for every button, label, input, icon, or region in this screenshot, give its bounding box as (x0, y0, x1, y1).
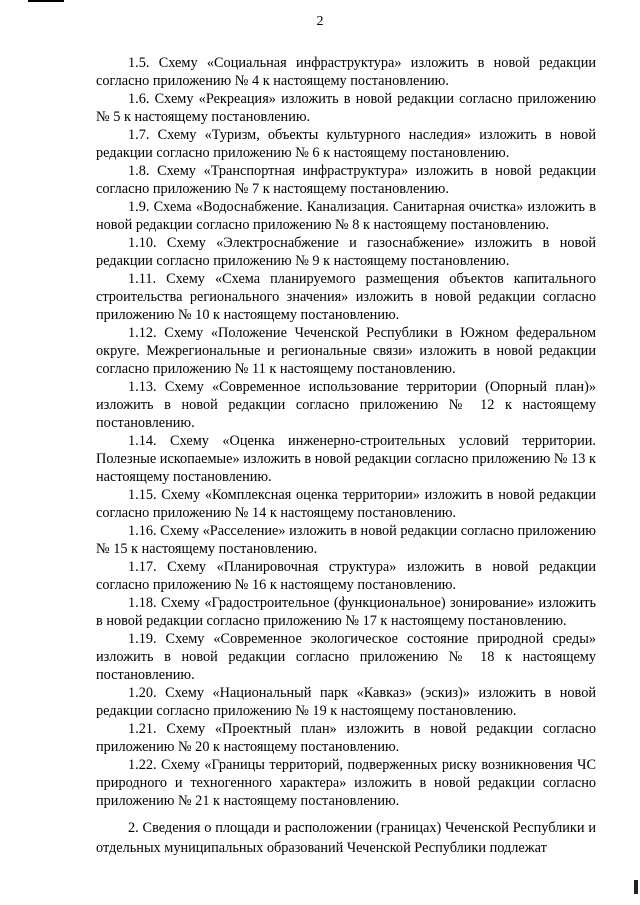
paragraph-1-6: 1.6. Схему «Рекреация» изложить в новой редакции согласно приложению № 5 к настоящему постановлению. (96, 91, 596, 125)
paragraph-1-22: 1.22. Схему «Границы территорий, подверженных риску возникновения ЧС природного и техногенного характера» изложить в новой редакции согласно приложению № 21 к настоящему постановлению. (96, 757, 596, 809)
paragraph-1-14: 1.14. Схему «Оценка инженерно-строительных условий территории. Полезные ископаемые» изложить в новой редакции согласно приложению № 13 к настоящему постановлению. (96, 433, 596, 485)
paragraph-1-17: 1.17. Схему «Планировочная структура» изложить в новой редакции согласно приложению № 16 к настоящему постановлению. (96, 559, 596, 593)
paragraph-1-21: 1.21. Схему «Проектный план» изложить в новой редакции согласно приложению № 20 к настоящему постановлению. (96, 721, 596, 755)
paragraph-1-8: 1.8. Схему «Транспортная инфраструктура» изложить в новой редакции согласно приложению № 7 к настоящему постановлению. (96, 163, 596, 197)
paragraph-1-19: 1.19. Схему «Современное экологическое состояние природной среды» изложить в новой редакции согласно приложению № 18 к настоящему постановлению. (96, 631, 596, 683)
paragraph-1-10: 1.10. Схему «Электроснабжение и газоснабжение» изложить в новой редакции согласно приложению № 9 к настоящему постановлению. (96, 235, 596, 269)
paragraph-1-11: 1.11. Схему «Схема планируемого размещения объектов капитального строительства регионального значения» изложить в новой редакции согласно приложению № 10 к настоящему постановлению. (96, 271, 596, 323)
paragraph-1-12: 1.12. Схему «Положение Чеченской Республики в Южном федеральном округе. Межрегиональные и региональные связи» изложить в новой редакции согласно приложению № 11 к настоящему постановлению. (96, 325, 596, 377)
paragraph-1-15: 1.15. Схему «Комплексная оценка территории» изложить в новой редакции согласно приложению № 14 к настоящему постановлению. (96, 487, 596, 521)
paragraph-2: 2. Сведения о площади и расположении (границах) Чеченской Республики и отдельных муниципальных образований Чеченской Республики подлежат (96, 820, 596, 856)
scan-edge-mark (634, 880, 638, 894)
top-rule (28, 0, 64, 2)
paragraph-1-20: 1.20. Схему «Национальный парк «Кавказ» (эскиз)» изложить в новой редакции согласно приложению № 19 к настоящему постановлению. (96, 685, 596, 719)
paragraph-1-13: 1.13. Схему «Современное использование территории (Опорный план)» изложить в новой редакции согласно приложению № 12 к настоящему постановлению. (96, 379, 596, 431)
paragraph-1-7: 1.7. Схему «Туризм, объекты культурного наследия» изложить в новой редакции согласно приложению № 6 к настоящему постановлению. (96, 127, 596, 161)
paragraph-1-16: 1.16. Схему «Расселение» изложить в новой редакции согласно приложению № 15 к настоящему постановлению. (96, 523, 596, 557)
paragraph-1-5: 1.5. Схему «Социальная инфраструктура» изложить в новой редакции согласно приложению № 4 к настоящему постановлению. (96, 55, 596, 89)
paragraph-1-18: 1.18. Схему «Градостроительное (функциональное) зонирование» изложить в новой редакции согласно приложению № 17 к настоящему постановлению. (96, 595, 596, 629)
paragraph-1-9: 1.9. Схема «Водоснабжение. Канализация. Санитарная очистка» изложить в новой редакции согласно приложению № 8 к настоящему постановлению. (96, 199, 596, 233)
document-body (96, 54, 596, 858)
page-number: 2 (316, 14, 324, 29)
